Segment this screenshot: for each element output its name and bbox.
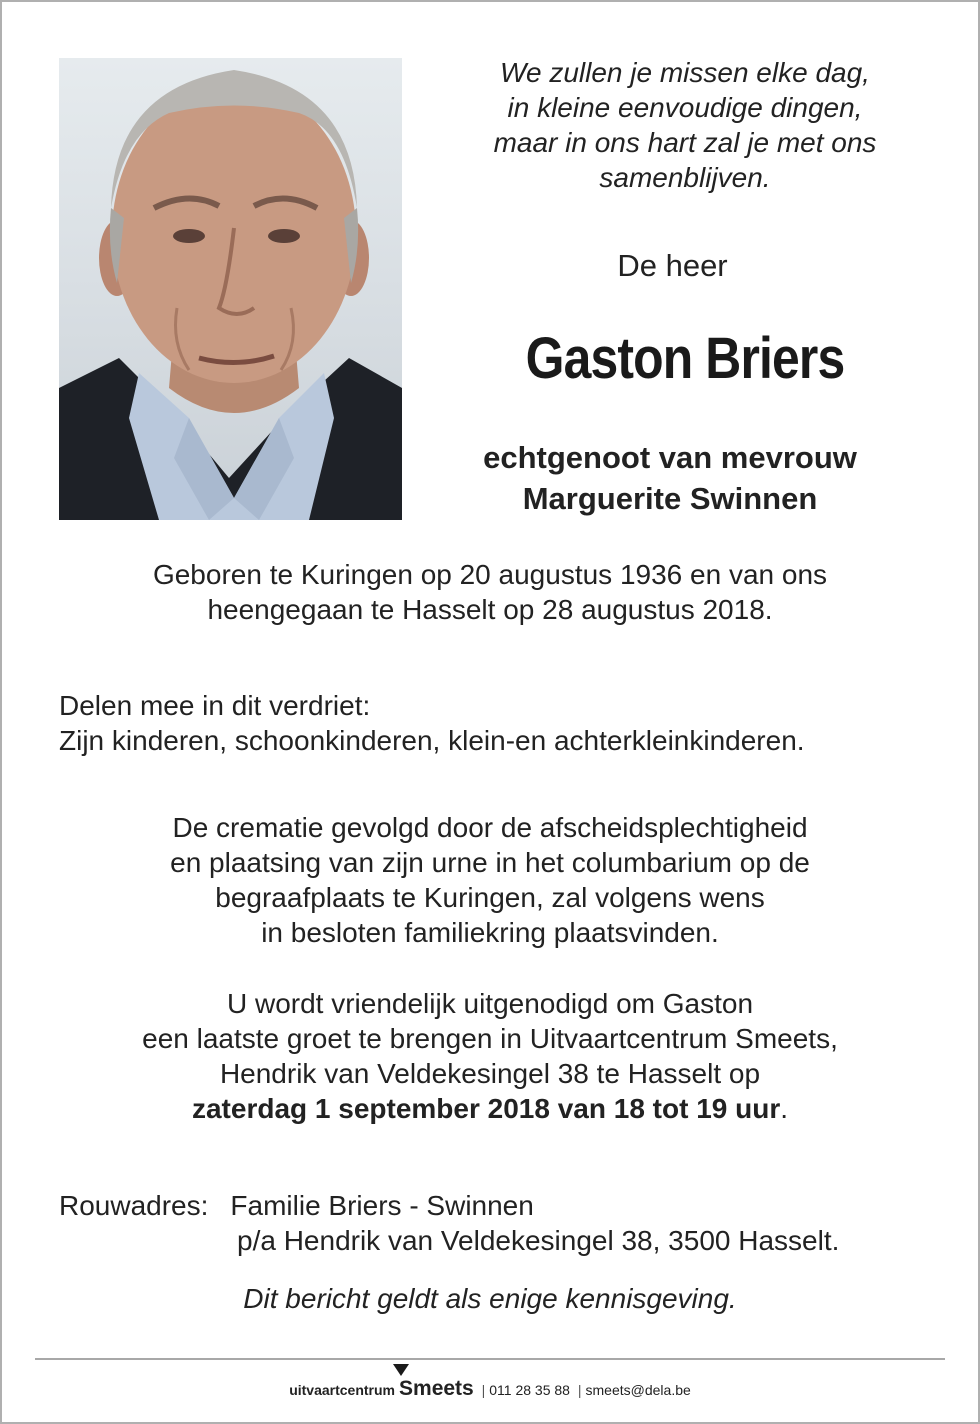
- brand-name: Smeets: [399, 1377, 474, 1400]
- brand-prefix: uitvaartcentrum: [289, 1382, 396, 1398]
- poem-line: samenblijven.: [599, 162, 771, 193]
- footer-phone: 011 28 35 88: [489, 1382, 570, 1398]
- mourners-section: [59, 688, 805, 758]
- birth-death-info: [40, 557, 940, 627]
- death-line: heengegaan te Hasselt op 28 augustus 2018.: [207, 594, 773, 625]
- footer-divider: [35, 1358, 945, 1360]
- cremation-line: in besloten familiekring plaatsvinden.: [261, 917, 719, 948]
- spouse-info: [430, 437, 910, 519]
- poem-line: in kleine eenvoudige dingen,: [507, 92, 863, 123]
- address-family: Familie Briers - Swinnen: [230, 1190, 534, 1221]
- triangle-marker-icon: [393, 1364, 409, 1376]
- portrait-photo: [59, 58, 402, 520]
- poem: [430, 55, 940, 195]
- address-street: p/a Hendrik van Veldekesingel 38, 3500 Hasselt.: [237, 1225, 840, 1256]
- invitation-date: zaterdag 1 september 2018 van 18 tot 19 uur: [191, 1093, 781, 1124]
- invitation-date-line: [40, 1091, 940, 1126]
- honorific: De heer: [617, 248, 728, 283]
- birth-line: Geboren te Kuringen op 20 augustus 1936 en van ons: [152, 559, 828, 590]
- footer: [0, 1377, 980, 1401]
- deceased-name: Gaston Briers: [525, 326, 845, 391]
- spouse-line: echtgenoot van mevrouw: [483, 440, 857, 475]
- cremation-info: [40, 810, 940, 950]
- footer-email: smeets@dela.be: [585, 1382, 691, 1398]
- invitation-line: Hendrik van Veldekesingel 38 te Hasselt op: [219, 1058, 761, 1089]
- poem-line: maar in ons hart zal je met ons: [493, 127, 877, 158]
- address-label: Rouwadres:: [59, 1190, 209, 1221]
- invitation-line: U wordt vriendelijk uitgenodigd om Gaston: [226, 988, 754, 1019]
- footer-separator: |: [577, 1382, 582, 1398]
- cremation-line: De crematie gevolgd door de afscheidsplechtigheid: [172, 812, 808, 843]
- mourners-heading: Delen mee in dit verdriet:: [59, 690, 371, 721]
- invitation-line: een laatste groet te brengen in Uitvaartcentrum Smeets,: [142, 1023, 838, 1054]
- poem-line: We zullen je missen elke dag,: [500, 57, 870, 88]
- notice-text: Dit bericht geldt als enige kennisgeving.: [243, 1283, 737, 1314]
- mourners-list: Zijn kinderen, schoonkinderen, klein-en achterkleinkinderen.: [59, 725, 805, 756]
- spouse-name: Marguerite Swinnen: [522, 481, 818, 516]
- invitation: [40, 986, 940, 1126]
- cremation-line: begraafplaats te Kuringen, zal volgens wens: [215, 882, 765, 913]
- invitation-date-suffix: .: [780, 1093, 789, 1124]
- mourning-address: [59, 1188, 839, 1258]
- footer-separator: |: [481, 1382, 486, 1398]
- cremation-line: en plaatsing van zijn urne in het columbarium op de: [170, 847, 810, 878]
